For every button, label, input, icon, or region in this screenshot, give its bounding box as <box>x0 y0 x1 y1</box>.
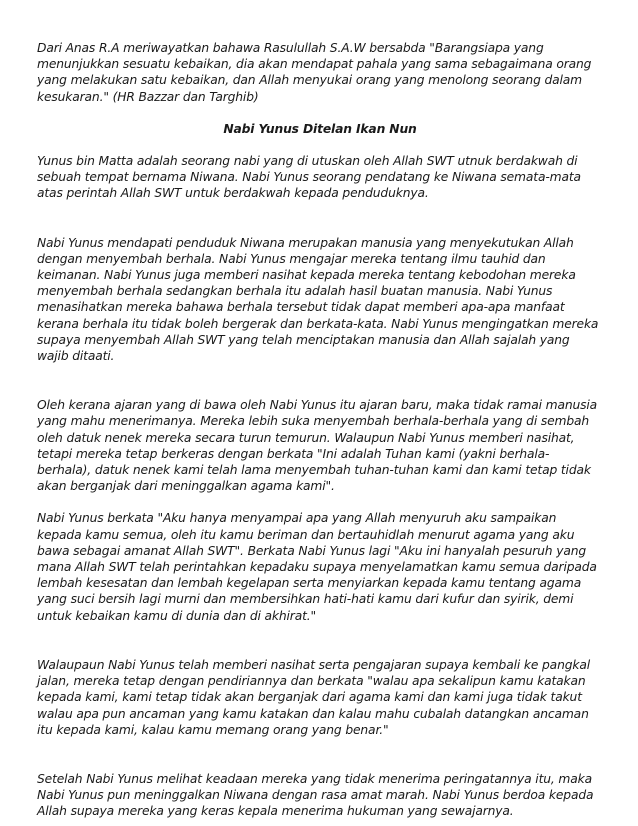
paragraph-teaching: Nabi Yunus mendapati penduduk Niwana merupakan manusia yang menyekutukan Allah dengan menyembah berhala. Nabi Yunus mengajar mereka tentang ilmu tauhid dan keimanan. Nabi Yunus juga memberi nasihat kepada mereka tentang kebodohan mereka menyembah berhala sedangkan berhala itu adalah hasil buatan manusia. Nabi Yunus menasihatkan mereka bahawa berhala tersebut tidak dapat memberi apa-apa manfaat kerana berhala itu tidak boleh bergerak dan berkata-kata. Nabi Yunus mengingatkan mereka supaya menyembah Allah SWT yang telah menciptakan manusia dan Allah sajalah yang wajib ditaati. <box>37 235 599 364</box>
paragraph-intro: Yunus bin Matta adalah seorang nabi yang di utuskan oleh Allah SWT utnuk berdakwah di sebuah tempat bernama Niwana. Nabi Yunus seorang pendatang ke Niwana semata-mata atas perintah Allah SWT untuk berdakwah kepada penduduknya. <box>37 154 581 201</box>
paragraph-rejection: Oleh kerana ajaran yang di bawa oleh Nabi Yunus itu ajaran baru, maka tidak ramai manusia yang mahu menerimanya. Mereka lebih suka menyembah berhala-berhala yang di sembah oleh datuk nenek mereka secara turun temurun. Walaupun Nabi Yunus memberi nasihat, tetapi mereka tetap berkeras dengan berkata "Ini adalah Tuhan kami (yakni berhala-berhala), datuk nenek kami telah lama menyembah tuhan-tuhan kami dan kami tetap tidak akan berganjak dari meninggalkan agama kami". <box>37 398 598 494</box>
paragraph-yunus-speech: Nabi Yunus berkata "Aku hanya menyampai apa yang Allah menyuruh aku sampaikan kepada kamu semua, oleh itu kamu beriman dan bertauhidlah menurut agama yang aku bawa sebagai amanat Allah SWT". Berkata Nabi Yunus lagi "Aku ini hanyalah pesuruh yang mana Allah SWT telah perintahkan kepadaku supaya menyelamatkan kamu semua daripada lembah kesesatan dan lembah kegelapan serta menyiarkan kepada kamu tentang agama yang suci bersih lagi murni dan membersihkan hati-hati kamu dari kufur dan syirik, demi untuk kebaikan kamu di dunia dan di akhirat." <box>37 511 597 623</box>
story-title: Nabi Yunus Ditelan Ikan Nun <box>223 121 417 136</box>
paragraph-stubbornness: Walaupaun Nabi Yunus telah memberi nasihat serta pengajaran supaya kembali ke pangkal jalan, mereka tetap dengan pendiriannya dan berkata "walau apa sekalipun kamu katakan kepada kami, kami tetap tidak akan berganjak dari agama kami dan kami juga tidak takut walau apa pun ancaman yang kamu katakan dan kalau mahu cubalah datangkan ancaman itu kepada kami, kalau kamu memang orang yang benar." <box>37 657 590 737</box>
document-page <box>37 40 603 820</box>
hadith-paragraph: Dari Anas R.A meriwayatkan bahawa Rasulullah S.A.W bersabda "Barangsiapa yang menunjukkan sesuatu kebaikan, dia akan mendapat pahala yang sama sebagaimana orang yang melakukan satu kebaikan, dan Allah menyukai orang yang menolong seorang dalam kesukaran." (HR Bazzar dan Targhib) <box>37 41 592 104</box>
paragraph-departure: Setelah Nabi Yunus melihat keadaan mereka yang tidak menerima peringatannya itu, maka Nabi Yunus pun meninggalkan Niwana dengan rasa amat marah. Nabi Yunus berdoa kepada Allah supaya mereka yang keras kepala menerima hukuman yang sewajarnya. <box>37 771 594 819</box>
